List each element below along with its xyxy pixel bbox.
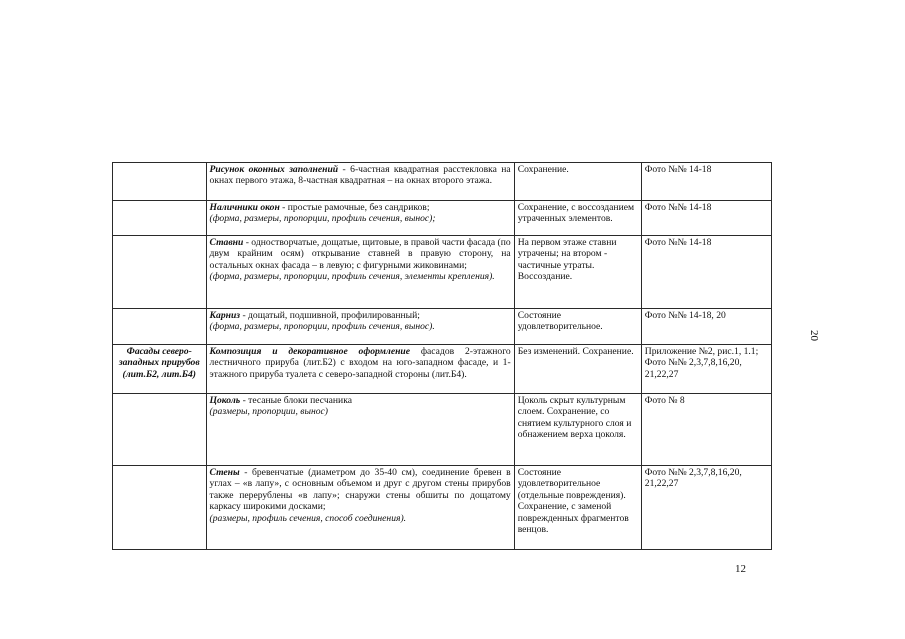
- photo-cell: Фото № 8: [641, 394, 771, 466]
- rotated-page-number: 20: [808, 330, 820, 341]
- element-text: - тесаные блоки песчаника: [240, 395, 352, 406]
- photo-cell: Фото №№ 2,3,7,8,16,20, 21,22,27: [641, 466, 771, 550]
- section-cell: Фасады северо-западных прирубов (лит.Б2, лит.Б4): [113, 345, 207, 394]
- photo-cell: Приложение №2, рис.1, 1.1; Фото №№ 2,3,7,8,16,20, 21,22,27: [641, 345, 771, 394]
- description-cell: [206, 236, 514, 309]
- section-cell: [113, 309, 207, 345]
- section-cell: [113, 394, 207, 466]
- photo-cell: Фото №№ 14-18, 20: [641, 309, 771, 345]
- table-row: [113, 345, 772, 394]
- description-cell: [206, 309, 514, 345]
- description-cell: [206, 394, 514, 466]
- status-cell: Состояние удовлетворительное.: [514, 309, 641, 345]
- description-cell: [206, 466, 514, 550]
- section-cell: [113, 466, 207, 550]
- element-title: Композиция и декоративное оформление: [209, 346, 411, 357]
- status-cell: Сохранение, с воссозданием утраченных элементов.: [514, 201, 641, 236]
- protection-subject-table: [112, 162, 772, 550]
- element-title: Ставни: [209, 237, 244, 248]
- element-title: Цоколь: [209, 395, 241, 406]
- table-row: [113, 309, 772, 345]
- element-note: (размеры, пропорции, вынос): [209, 406, 328, 418]
- photo-cell: Фото №№ 14-18: [641, 236, 771, 309]
- element-text: - одностворчатые, дощатые, щитовые, в правой части фасада (по двум крайним осям) открывание ставней в правую сторону, на остальных окнах фасада – в левую; с фигурными жиковинами;: [209, 237, 511, 271]
- description-cell: [206, 201, 514, 236]
- page-number: 12: [735, 563, 746, 575]
- element-note: (форма, размеры, пропорции, профиль сечения, вынос);: [209, 213, 436, 225]
- element-title: Карниз: [209, 310, 241, 321]
- element-title: Наличники окон: [209, 202, 280, 213]
- element-text: - 6-частная квадратная расстекловка на окнах первого этажа, 8-частная квадратная – на окнах второго этажа.: [209, 164, 511, 187]
- table-row: [113, 163, 772, 201]
- photo-cell: Фото №№ 14-18: [641, 201, 771, 236]
- element-text: фасадов 2-этажного лестничного прируба (лит.Б2) с входом на юго-западном фасаде, и 1-этажного прируба туалета с северо-западной стороны (лит.Б4).: [209, 346, 511, 380]
- element-note: (форма, размеры, пропорции, профиль сечения, вынос).: [209, 321, 435, 333]
- section-cell: [113, 236, 207, 309]
- element-text: - дощатый, подшивной, профилированный;: [240, 310, 420, 321]
- status-cell: Сохранение.: [514, 163, 641, 201]
- table-row: [113, 466, 772, 550]
- photo-cell: Фото №№ 14-18: [641, 163, 771, 201]
- element-note: (форма, размеры, пропорции, профиль сечения, элементы крепления).: [209, 271, 495, 283]
- status-cell: Без изменений. Сохранение.: [514, 345, 641, 394]
- table-row: [113, 201, 772, 236]
- status-cell: На первом этаже ставни утрачены; на втором - частичные утраты. Воссоздание.: [514, 236, 641, 309]
- section-cell: [113, 201, 207, 236]
- table-row: [113, 236, 772, 309]
- element-text: - простые рамочные, без сандриков;: [279, 202, 430, 213]
- element-title: Рисунок оконных заполнений: [209, 164, 339, 175]
- section-cell: [113, 163, 207, 201]
- element-title: Стены: [209, 467, 240, 478]
- status-cell: Состояние удовлетворительное (отдельные повреждения). Сохранение, с заменой поврежденных фрагментов венцов.: [514, 466, 641, 550]
- element-text: - бревенчатые (диаметром до 35-40 см), соединение бревен в углах – «в лапу», с основным объемом и друг с другом стены прирубов также перерублены «в лапу»; снаружи стены обшиты по дощатому каркасу широкими досками;: [209, 467, 511, 513]
- status-cell: Цоколь скрыт культурным слоем. Сохранение, со снятием культурного слоя и обнажением верха цоколя.: [514, 394, 641, 466]
- table-row: [113, 394, 772, 466]
- description-cell: [206, 163, 514, 201]
- element-note: (размеры, профиль сечения, способ соединения).: [209, 512, 407, 524]
- description-cell: [206, 345, 514, 394]
